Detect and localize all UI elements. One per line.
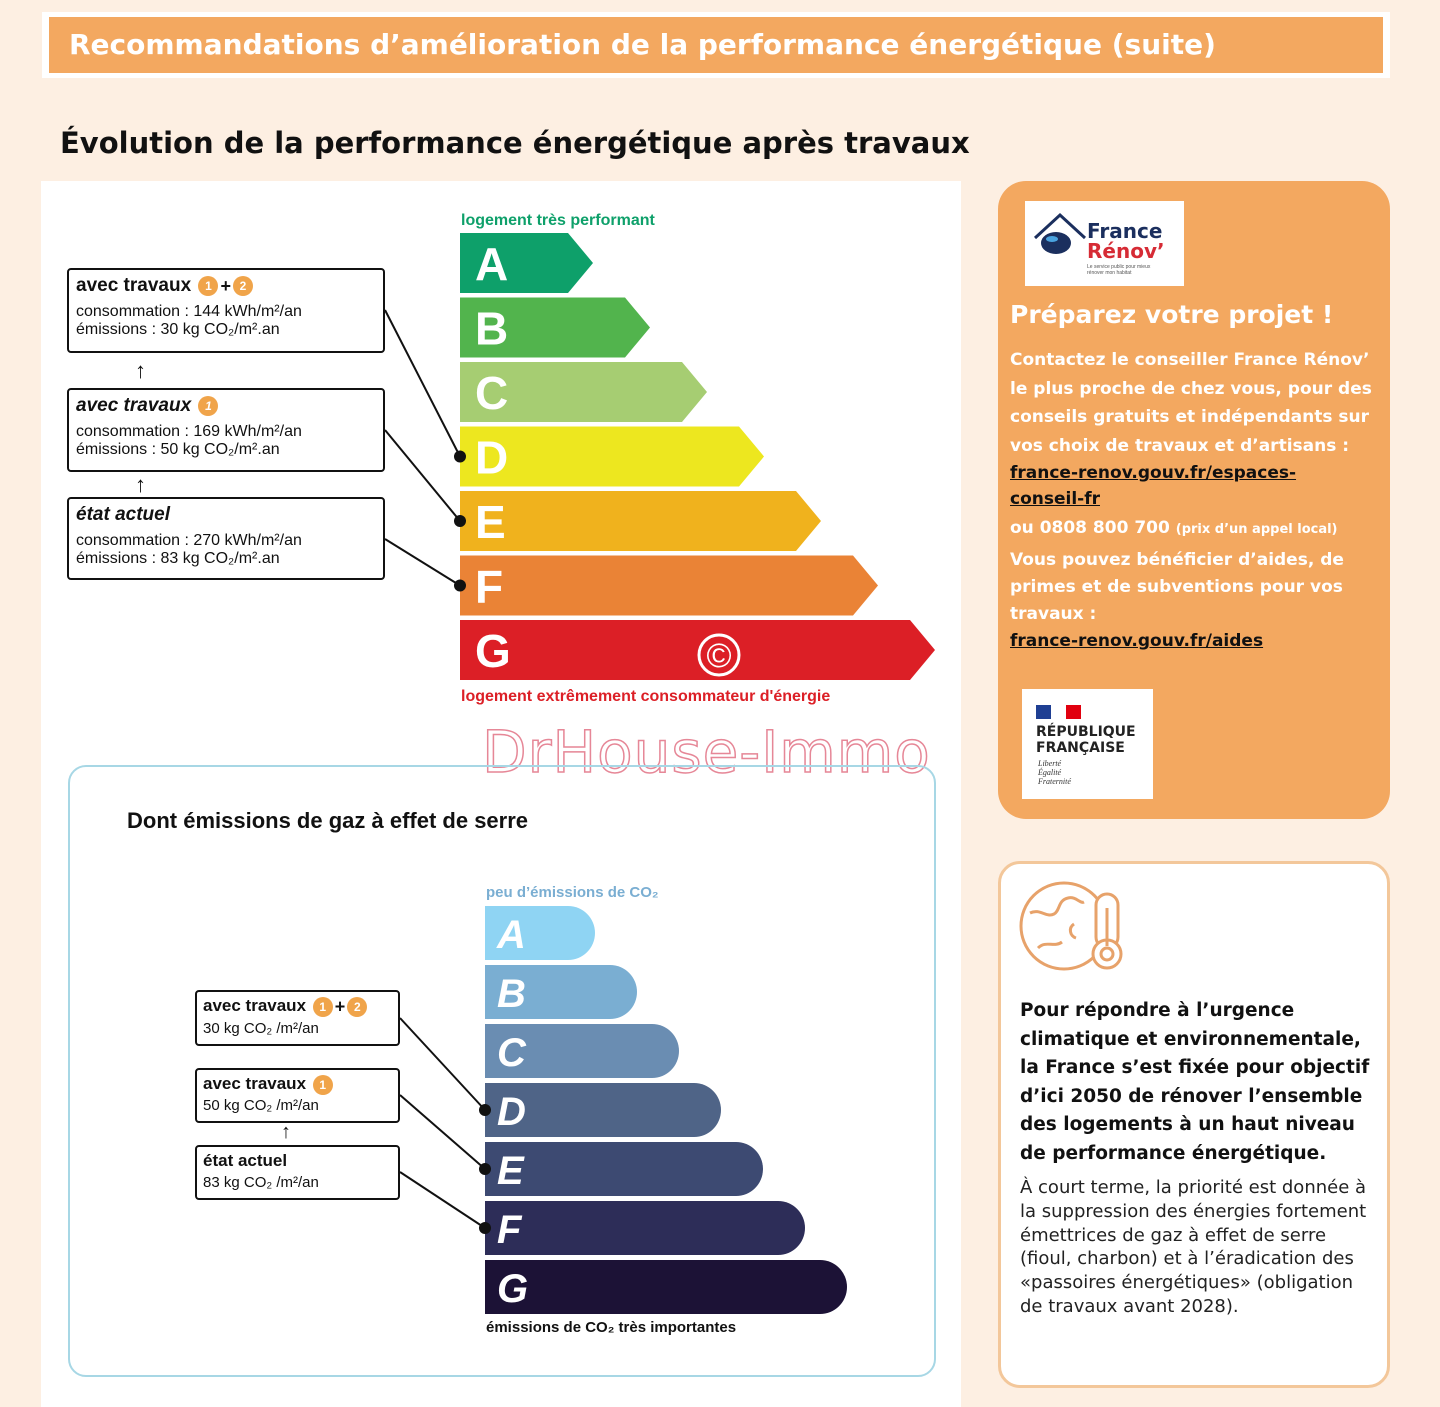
energy-class-a-letter: A xyxy=(475,238,509,290)
ghg-box-works-1-2: avec travaux 1 + 2 30 kg CO₂ /m²/an xyxy=(195,990,400,1046)
energy-top-label: logement très performant xyxy=(461,212,655,229)
box-title: état actuel xyxy=(203,1151,288,1170)
rf-line2: FRANÇAISE xyxy=(1036,740,1125,756)
box-consumption: consommation : 144 kWh/m²/an xyxy=(76,303,302,321)
ghg-bottom-label: émissions de CO₂ très importantes xyxy=(486,1319,737,1336)
ghg-class-e-bar xyxy=(485,1142,763,1196)
up-arrow-icon: ↑ xyxy=(135,472,146,497)
connector-line xyxy=(400,1018,485,1110)
badge-1: 1 xyxy=(198,396,218,416)
ghg-class-f-letter: F xyxy=(497,1208,522,1252)
project-p2 xyxy=(1010,547,1382,655)
box-title: avec travaux xyxy=(203,996,307,1015)
connector-dot xyxy=(479,1104,491,1116)
project-p2-text: Vous pouvez bénéficier d’aides, de primes et de subventions pour vos travaux : xyxy=(1010,550,1344,624)
rf-motto-2: Égalité xyxy=(1038,768,1062,777)
france-renov-line2: Rénov’ xyxy=(1087,239,1165,263)
box-title: avec travaux xyxy=(203,1074,307,1093)
box-emissions: émissions : 30 kg CO₂/m².an xyxy=(76,321,280,339)
energy-class-f-letter: F xyxy=(475,560,504,613)
ghg-top-label: peu d’émissions de CO₂ xyxy=(486,884,659,901)
phone-number: ou 0808 800 700 xyxy=(1010,518,1170,538)
ghg-box-current xyxy=(195,1145,400,1200)
box-emissions: émissions : 50 kg CO₂/m².an xyxy=(76,441,280,458)
header-banner: Recommandations d’amélioration de la performance énergétique (suite) xyxy=(49,17,1383,73)
flag-icon xyxy=(1036,703,1086,723)
climate-bold-text: Pour répondre à l’urgence climatique et environnementale, la France s’est fixée pour objectif d’ici 2050 de rénover l’ensemble des logements à un haut niveau de performance énergétique. xyxy=(1020,1000,1370,1164)
box-consumption: consommation : 270 kWh/m²/an xyxy=(76,532,302,549)
france-renov-line1: France xyxy=(1087,219,1163,243)
box-title: avec travaux xyxy=(76,275,192,297)
energy-box-works-1-2: avec travaux 1 + 2 consommation : 144 kWh/m²/an émissions : 30 kg CO₂/m².an xyxy=(67,268,385,353)
ghg-class-c-letter: C xyxy=(497,1031,526,1075)
box-value: 30 kg CO₂ /m²/an xyxy=(203,1019,319,1037)
energy-class-e-letter: E xyxy=(475,496,506,548)
ghg-class-f-bar xyxy=(485,1201,805,1255)
france-renov-logo xyxy=(1025,201,1184,286)
energy-bottom-label: logement extrêmement consommateur d'énergie xyxy=(461,688,831,705)
ghg-box-works-1 xyxy=(195,1068,400,1123)
energy-class-d-letter: D xyxy=(475,431,509,484)
connector-line xyxy=(400,1095,485,1169)
ghg-title: Dont émissions de gaz à effet de serre xyxy=(127,808,529,833)
ghg-class-e-letter: E xyxy=(497,1149,524,1193)
up-arrow-icon: ↑ xyxy=(135,358,146,383)
ghg-class-d-letter: D xyxy=(497,1090,526,1134)
ghg-class-g-letter: G xyxy=(497,1267,529,1311)
rf-motto-1: Liberté xyxy=(1038,759,1062,768)
france-renov-tagline: Le service public pour mieux rénover mon habitat xyxy=(1087,264,1151,276)
ghg-class-b-letter: B xyxy=(497,972,526,1016)
espaces-conseil-link[interactable]: france-renov.gouv.fr/espaces-conseil-fr xyxy=(1010,463,1297,509)
badge-2: 2 xyxy=(347,997,367,1017)
rf-motto-3: Fraternité xyxy=(1038,777,1071,786)
box-title: avec travaux xyxy=(76,395,192,416)
connector-dot xyxy=(479,1163,491,1175)
box-emissions: émissions : 83 kg CO₂/m².an xyxy=(76,550,280,567)
project-heading: Préparez votre projet ! xyxy=(1010,300,1334,329)
box-value: 83 kg CO₂ /m²/an xyxy=(203,1174,319,1191)
connector-line xyxy=(400,1172,485,1228)
watermark: DrHouse-Immo xyxy=(482,718,931,786)
box-title: état actuel xyxy=(76,504,170,525)
connector-dot xyxy=(479,1222,491,1234)
badge-1: 1 xyxy=(313,997,333,1017)
project-p1-text: Contactez le conseiller France Rénov’ le plus proche de chez vous, pour des conseils gratuits et indépendants sur vos choix de travaux et d’artisans : xyxy=(1010,350,1372,456)
energy-class-g-letter: G xyxy=(475,625,511,677)
current-class-marker: © xyxy=(706,637,732,675)
republique-francaise-logo xyxy=(1022,689,1153,799)
badge-1: 1 xyxy=(313,1075,333,1095)
ghg-class-a-letter: A xyxy=(497,913,526,957)
section-title: Évolution de la performance énergétique après travaux xyxy=(60,126,970,160)
energy-class-c-letter: C xyxy=(475,367,509,419)
ghg-class-g-bar xyxy=(485,1260,847,1314)
up-arrow-icon: ↑ xyxy=(281,1121,291,1143)
phone-note: (prix d’un appel local) xyxy=(1175,522,1338,537)
rf-line1: RÉPUBLIQUE xyxy=(1036,724,1136,740)
phone-line xyxy=(1010,514,1382,545)
aides-link[interactable]: france-renov.gouv.fr/aides xyxy=(1010,631,1264,651)
project-p1 xyxy=(1010,346,1382,514)
badge-1: 1 xyxy=(198,276,218,296)
climate-text: À court terme, la priorité est donnée à la suppression des énergies fortement émettrices de gaz à effet de serre (fioul, charbon) et à l’éradication des «passoires énergétiques» (obligation de travaux avant 2028). xyxy=(1020,1177,1367,1317)
badge-2: 2 xyxy=(233,276,253,296)
energy-class-b-letter: B xyxy=(475,302,509,355)
globe-thermometer-icon xyxy=(1018,878,1133,974)
box-value: 50 kg CO₂ /m²/an xyxy=(203,1097,319,1114)
box-consumption: consommation : 169 kWh/m²/an xyxy=(76,423,302,440)
